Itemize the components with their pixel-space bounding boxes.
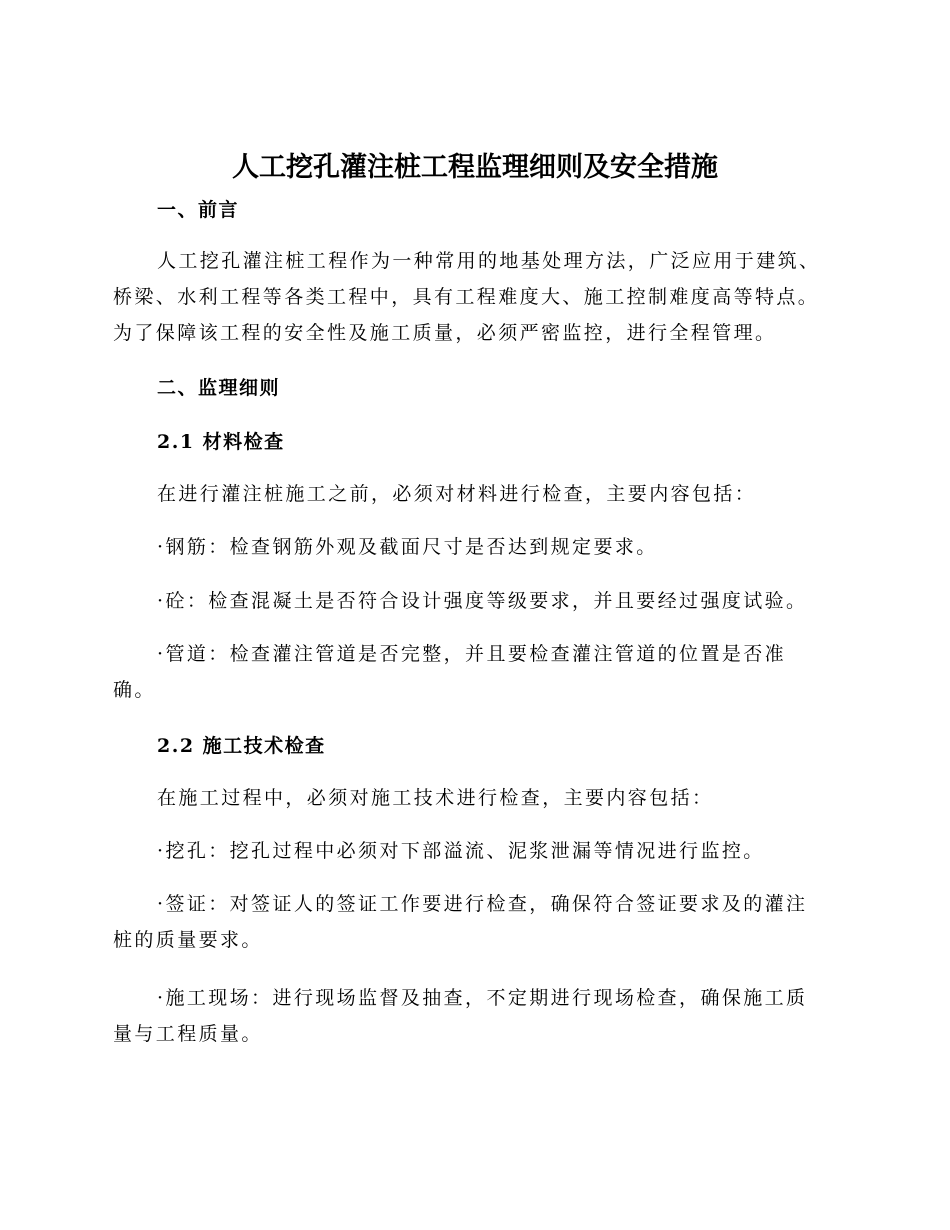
preface-paragraph (113, 243, 831, 351)
paragraph-line: 在进行灌注桩施工之前，必须对材料进行检查，主要内容包括： (157, 483, 757, 505)
list-item: ·施工现场：进行现场监督及抽查，不定期进行现场检查，确保施工质 (157, 987, 808, 1009)
technique-item-site (113, 980, 831, 1052)
list-item: ·挖孔：挖孔过程中必须对下部溢流、泥浆泄漏等情况进行监控。 (157, 840, 765, 862)
section-heading-preface: 一、前言 (157, 199, 240, 221)
paragraph-line: 人工挖孔灌注桩工程作为一种常用的地基处理方法，广泛应用于建筑、 (157, 250, 821, 272)
paragraph-line: 在施工过程中，必须对施工技术进行检查，主要内容包括： (157, 787, 714, 809)
technique-item-signoff (113, 886, 831, 958)
technique-item-drilling (113, 833, 831, 869)
list-item: ·钢筋：检查钢筋外观及截面尺寸是否达到规定要求。 (157, 536, 658, 558)
materials-item-pipe (113, 636, 831, 708)
list-item: ·签证：对签证人的签证工作要进行检查，确保符合签证要求及的灌注 (157, 893, 808, 915)
list-item-continuation: 确。 (113, 679, 156, 701)
subsection-heading-materials: 2.1 材料检查 (157, 431, 285, 453)
document-title: 人工挖孔灌注桩工程监理细则及安全措施 (232, 152, 718, 183)
subsection-heading-technique: 2.2 施工技术检查 (157, 735, 326, 757)
paragraph-line: 为了保障该工程的安全性及施工质量，必须严密监控，进行全程管理。 (113, 322, 777, 344)
section-heading-supervision: 二、监理细则 (157, 377, 281, 399)
paragraph-line: 桥梁、水利工程等各类工程中，具有工程难度大、施工控制难度高等特点。 (113, 286, 820, 308)
list-item-continuation: 量与工程质量。 (113, 1023, 263, 1045)
materials-item-concrete (113, 583, 831, 619)
materials-intro (113, 476, 831, 512)
list-item: ·管道：检查灌注管道是否完整，并且要检查灌注管道的位置是否准 (157, 643, 787, 665)
technique-intro (113, 780, 831, 816)
list-item: ·砼：检查混凝土是否符合设计强度等级要求，并且要经过强度试验。 (157, 590, 808, 612)
list-item-continuation: 桩的质量要求。 (113, 929, 263, 951)
materials-item-rebar (113, 529, 831, 565)
